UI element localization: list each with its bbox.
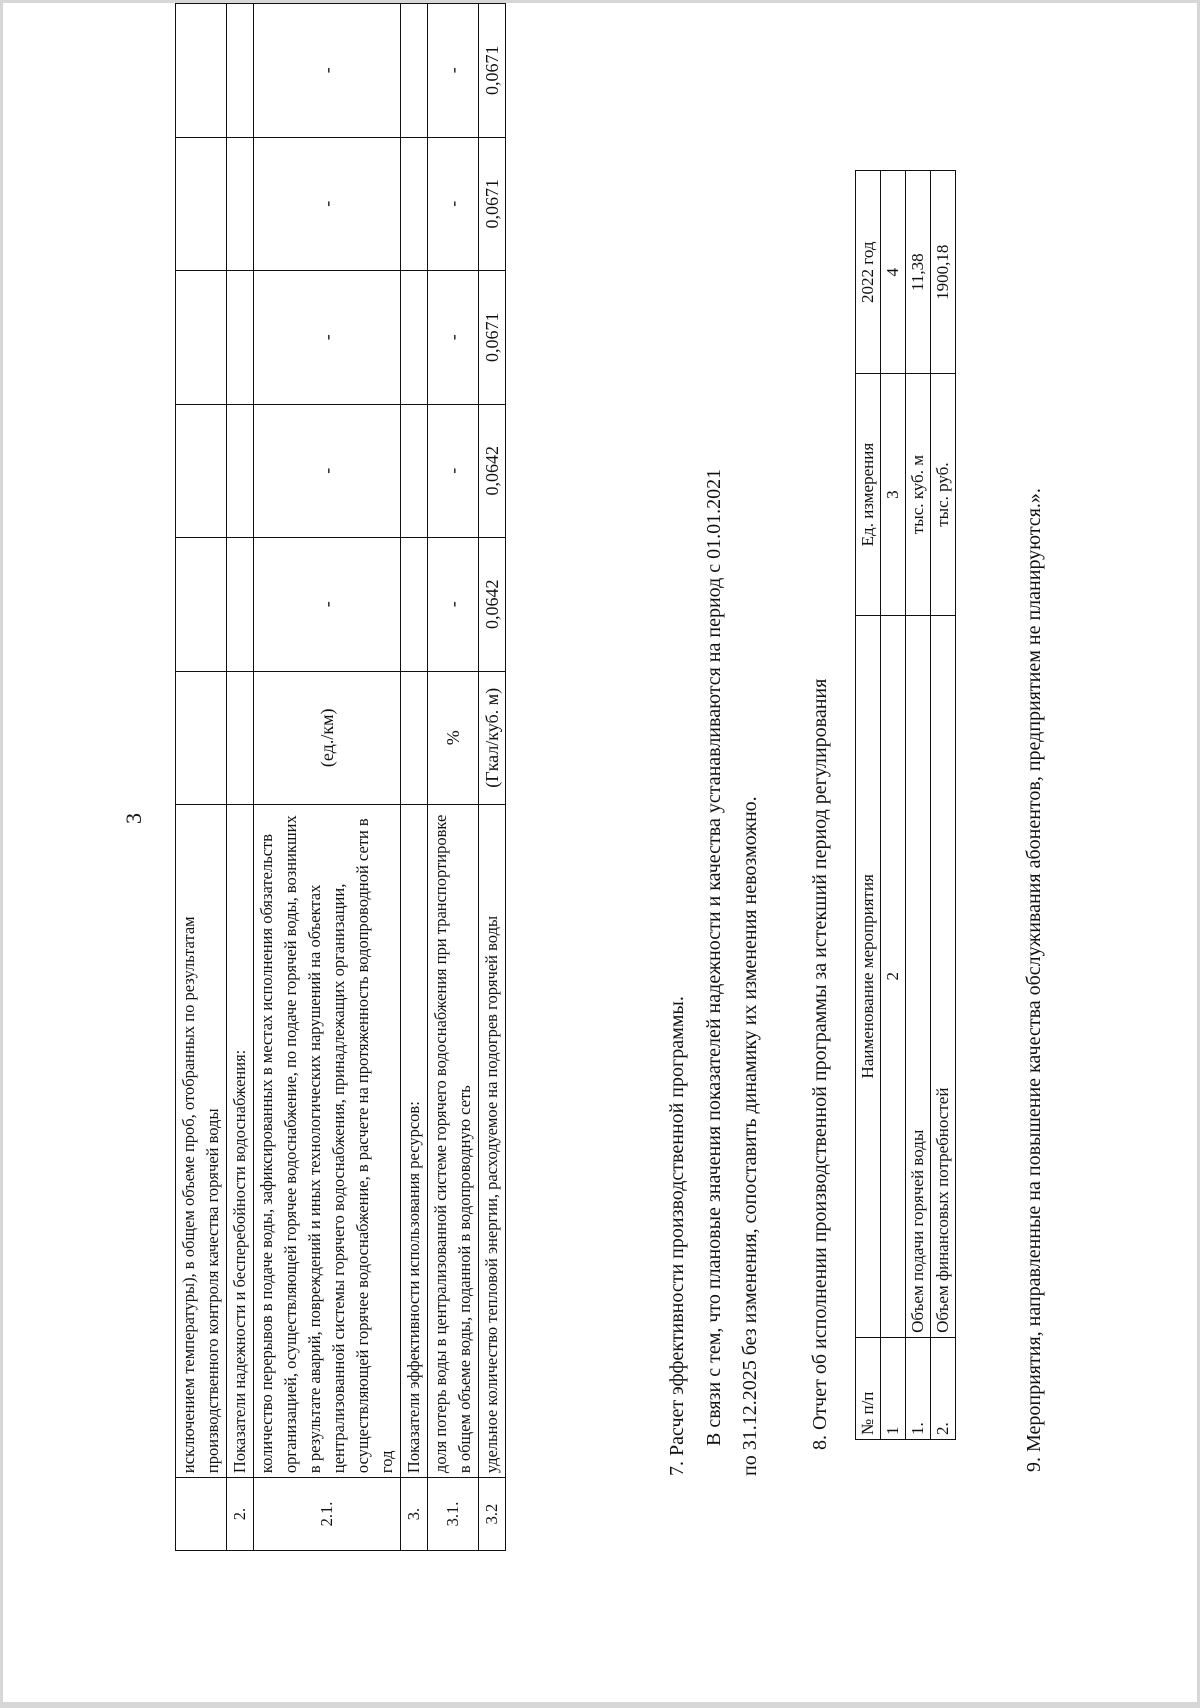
value-cell: -	[428, 404, 479, 538]
column-header: Ед. измерения	[856, 374, 881, 615]
section-7-paragraph-line-2: по 31.12.2025 без изменения, сопоставить динамику их изменения невозможно.	[739, 796, 761, 1476]
measure-name: Объем финансовых потребностей	[931, 615, 956, 1337]
row-number: 3.2	[479, 1478, 506, 1551]
indicators-table	[175, 3, 506, 1551]
indicator-unit: (Гкал/куб. м)	[479, 671, 506, 805]
section-heading: Показатели эффективности использования ресурсов:	[401, 805, 428, 1478]
row-number: 3.	[401, 1478, 428, 1551]
value-cell: -	[428, 137, 479, 271]
value-cell: -	[428, 271, 479, 405]
indicator-unit	[227, 671, 254, 805]
row-number: 2.	[931, 1337, 956, 1439]
value-cell	[227, 137, 254, 271]
index-cell: 1	[881, 1337, 906, 1439]
column-header: 2022 год	[856, 171, 881, 374]
row-number	[176, 1478, 227, 1551]
value-cell: -	[428, 538, 479, 672]
value-cell: -	[254, 4, 401, 138]
section-9-text: 9. Мероприятия, направленные на повышение качества обслуживания абонентов, предприятием не планируются.».	[1023, 488, 1045, 1472]
value-cell	[176, 4, 227, 138]
indicator-unit	[176, 671, 227, 805]
value-cell: -	[254, 538, 401, 672]
value-cell	[401, 404, 428, 538]
measure-unit: тыс. руб.	[931, 374, 956, 615]
report-table	[855, 170, 956, 1440]
value-cell: 0,0642	[479, 538, 506, 672]
section-8-heading: 8. Отчет об исполнении производственной программы за истекший период регулирования	[809, 678, 831, 1450]
measure-unit: тыс. куб. м	[906, 374, 931, 615]
value-cell	[176, 137, 227, 271]
index-cell: 3	[881, 374, 906, 615]
value-cell	[401, 137, 428, 271]
indicator-name: исключением температуры), в общем объеме проб, отобранных по результатам производственного контроля качества горячей воды	[176, 805, 227, 1478]
value-cell	[227, 4, 254, 138]
row-number: 1.	[906, 1337, 931, 1439]
table-row	[227, 4, 254, 1551]
value-cell	[227, 271, 254, 405]
value-cell	[176, 538, 227, 672]
table-index-row	[881, 171, 906, 1440]
value-cell	[401, 4, 428, 138]
value-cell: 0,0642	[479, 404, 506, 538]
table-row	[254, 4, 401, 1551]
indicator-unit	[401, 671, 428, 805]
row-number: 2.1.	[254, 1478, 401, 1551]
value-cell: -	[254, 271, 401, 405]
indicator-name: доля потерь воды в централизованной системе горячего водоснабжения при транспортировке в общем объеме воды, поданной в водопроводную сеть	[428, 805, 479, 1478]
measure-name: Объем подачи горячей воды	[906, 615, 931, 1337]
table-row	[906, 171, 931, 1440]
row-number: 3.1.	[428, 1478, 479, 1551]
index-cell: 2	[881, 615, 906, 1337]
section-7-heading: 7. Расчет эффективности производственной программы.	[666, 996, 688, 1476]
value-cell: 0,0671	[479, 4, 506, 138]
index-cell: 4	[881, 171, 906, 374]
indicator-unit: (ед./км)	[254, 671, 401, 805]
value-cell: -	[254, 137, 401, 271]
section-7-paragraph-line-1: В связи с тем, что плановые значения показателей надежности и качества устанавливаются на период с 01.01.2021	[703, 468, 725, 1446]
value-cell: 0,0671	[479, 137, 506, 271]
section-heading: Показатели надежности и бесперебойности водоснабжения:	[227, 805, 254, 1478]
rotated-content	[3, 3, 1200, 1708]
indicator-name: количество перерывов в подаче воды, зафиксированных в местах исполнения обязательств организацией, осуществляющей горячее водоснабжение, по подаче горячей воды, возникших в результате аварий, повреждений и иных технологических нарушений на объектах централизованной системы горячего водоснабжения, принадлежащих организации, осуществляющей горячее водоснабжение, в расчете на протяженность водопроводной сети в год	[254, 805, 401, 1478]
measure-value: 11,38	[906, 171, 931, 374]
measure-value: 1900,18	[931, 171, 956, 374]
value-cell	[401, 271, 428, 405]
indicator-name: удельное количество тепловой энергии, расходуемое на подогрев горячей воды	[479, 805, 506, 1478]
column-header: № п/п	[856, 1337, 881, 1439]
value-cell: -	[254, 404, 401, 538]
table-row	[931, 171, 956, 1440]
value-cell	[401, 538, 428, 672]
value-cell	[227, 404, 254, 538]
table-row	[176, 4, 227, 1551]
table-header-row	[856, 171, 881, 1440]
value-cell: -	[428, 4, 479, 138]
value-cell	[176, 271, 227, 405]
row-number: 2.	[227, 1478, 254, 1551]
table-row	[401, 4, 428, 1551]
value-cell	[227, 538, 254, 672]
value-cell	[176, 404, 227, 538]
page-number: 3	[121, 813, 146, 824]
table-row	[428, 4, 479, 1551]
column-header: Наименование мероприятия	[856, 615, 881, 1337]
value-cell: 0,0671	[479, 271, 506, 405]
indicator-unit: %	[428, 671, 479, 805]
table-row	[479, 4, 506, 1551]
document-page	[3, 3, 1197, 1702]
